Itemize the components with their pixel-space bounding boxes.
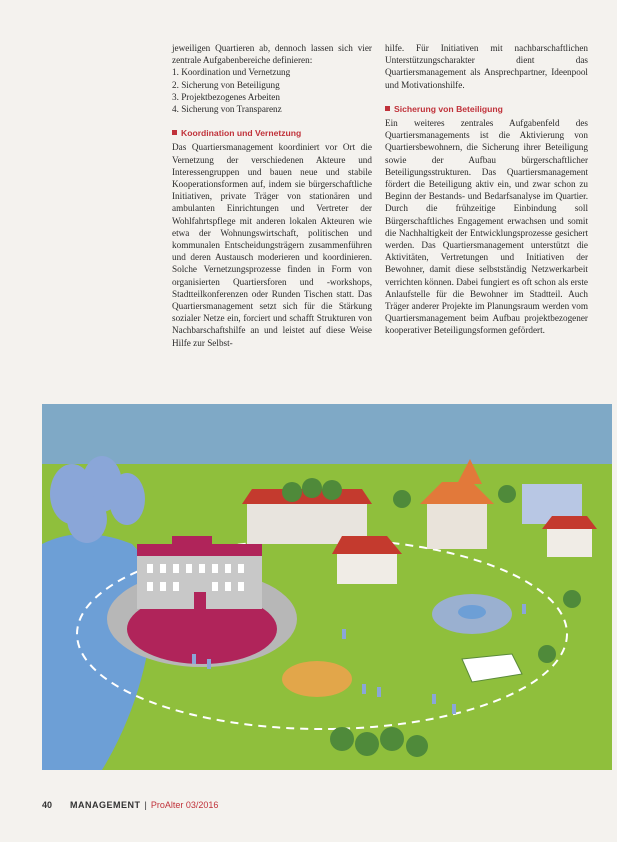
- neighborhood-illustration: [42, 404, 612, 770]
- heading-text: Koordination und Vernetzung: [181, 128, 302, 139]
- section-heading-participation: [385, 103, 588, 115]
- neighborhood-illustration-svg: [42, 404, 612, 770]
- heading-text: Sicherung von Beteiligung: [394, 103, 503, 114]
- magazine-issue: ProAlter 03/2016: [150, 800, 219, 810]
- bullet-square-icon: [172, 130, 177, 135]
- task-item: 2. Sicherung von Beteiligung: [172, 79, 280, 90]
- task-item: 4. Sicherung von Transparenz: [172, 104, 282, 115]
- left-column: [172, 42, 372, 349]
- church: [427, 504, 487, 549]
- section-name: MANAGEMENT: [70, 800, 141, 810]
- main-building-door: [194, 592, 206, 609]
- bullet-square-icon: [385, 106, 390, 111]
- participation-body: Ein weiteres zentrales Aufgabenfeld des Quartiersmanagements ist die Aktivierung von Quartiersbewohnern, die Sicherung ihrer Beteiligung sowie der Aufbau bürgerschaftlicher Beteiligungsstrukturen. Das Quartiersmanagement fördert die Beteiligung aktiv ein, und zwar schon zu Beginn der Bestands- und Bedarfsanalyse im Quartier. Durch die frühzeitige Einbindung soll Bürgerschaftliches Engagement erwachsen und somit die Nachhaltigkeit der Entwicklungsprozesse gesichert werden. Das Quartiersmanagement unterstützt die Aktivitäten, Vertretungen und Initiativen der Bewohner, damit diese selbstständig Netzwerkarbeit verrichten können. Dabei fungiert es oft schon als erste Anlaufstelle für die Bewohner im Stadtteil. Auch Träger anderer Projekte im Planungsraum werden vom Quartiersmanagement beim Aufbau projektbezogener kooperativer Beteiligungsformen gefördert.: [385, 118, 588, 336]
- sky: [42, 404, 612, 474]
- corner-house: [547, 529, 592, 557]
- small-house: [337, 554, 397, 584]
- footer-separator: |: [144, 800, 147, 810]
- fountain: [458, 605, 486, 619]
- main-building-tower-roof: [172, 536, 212, 548]
- section-heading-coordination: [172, 127, 372, 139]
- task-item: 1. Koordination und Vernetzung: [172, 67, 291, 78]
- coordination-body: Das Quartiersmanagement koordiniert vor Ort die Vernetzung der verschiedenen Akteure und Interessengruppen und bauen neue und stabile Kooperationsformen auf, indem sie bürgerschaftliche Initiativen, private Träger von stationären und ambulanten Einrichtungen und Vertreter der Wohlfahrtspflege mit anderen lokalen Akteuren wie etwa der Wohnungswirtschaft, politischen und kommunalen Entscheidungsträgern zusammenführen und deren Austausch moderieren und koordinieren. Solche Vernetzungsprozesse finden in Form von organisierten Quartiersforen und -workshops, Stadtteilkonferenzen oder Runden Tischen statt. Das Quartiersmanagement setzt sich für die Stärkung sozialer Netze ein, forciert und schafft Strukturen von Nachbarschaftshilfe an und leistet auf diese Weise Hilfe zur Selbst-: [172, 142, 372, 348]
- intro-text: jeweiligen Quartieren ab, dennoch lassen sich vier zentrale Aufgabenbereiche definieren:: [172, 43, 372, 66]
- task-list: [172, 66, 372, 115]
- right-column: [385, 42, 588, 337]
- page-number: 40: [42, 800, 53, 810]
- task-item: 3. Projektbezogenes Arbeiten: [172, 91, 280, 102]
- page-footer: [42, 800, 218, 810]
- continued-text: hilfe. Für Initiativen mit nachbarschaftlichen Unterstützungscharakter dient das Quartiersmanagement als Ansprechpartner, Ideenpool und Motivationshilfe.: [385, 43, 588, 90]
- playground: [282, 661, 352, 697]
